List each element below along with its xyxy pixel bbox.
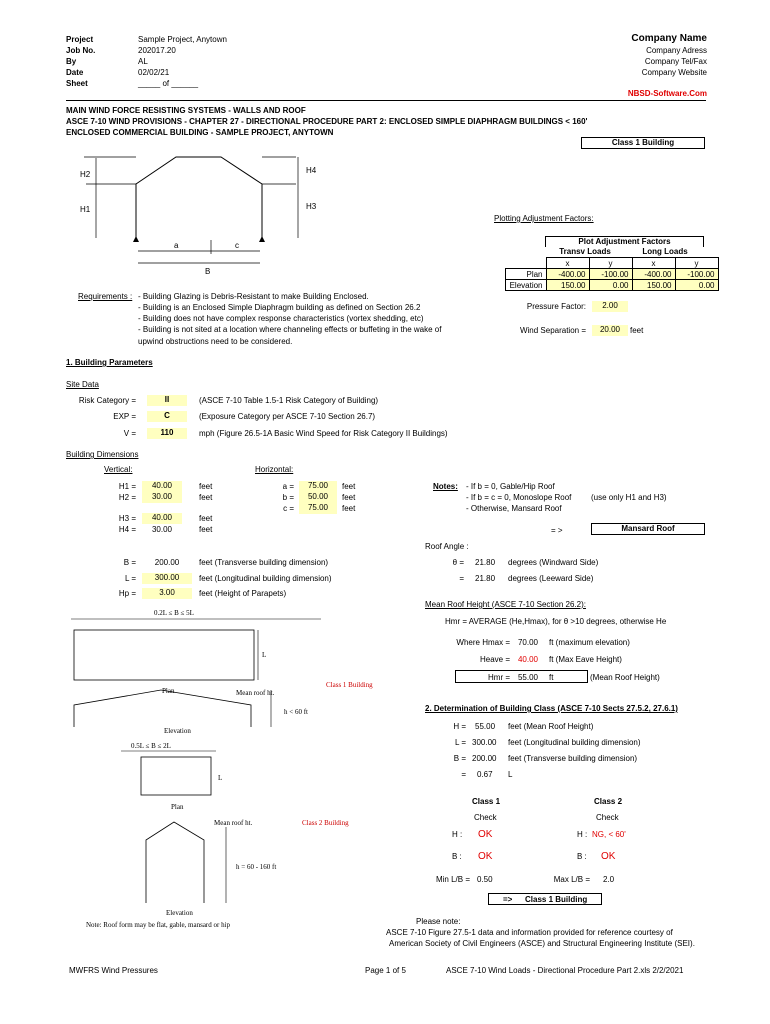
Hp-value[interactable]: 3.00 (142, 588, 192, 599)
heave-value: 40.00 (517, 655, 539, 664)
asce-class-figure (66, 605, 386, 935)
theta-label: θ = (452, 558, 464, 567)
elev-x1[interactable]: 150.00 (546, 280, 589, 291)
figure-dim2: 0.5L ≤ B ≤ 2L (131, 742, 171, 750)
notes-label: Notes: (433, 482, 458, 491)
risk-category-value[interactable]: II (147, 395, 187, 406)
a-unit: feet (342, 482, 356, 491)
plot-adjustment-heading: Plotting Adjustment Factors: (494, 214, 594, 223)
wind-speed-desc: mph (Figure 26.5-1A Basic Wind Speed for Risk Category II Buildings) (199, 429, 448, 438)
roof-type-arrow: = > (551, 526, 563, 535)
c2-b-result: OK (601, 851, 616, 862)
sheet-value: _____ of ______ (138, 79, 199, 88)
h1-value[interactable]: 40.00 (142, 481, 182, 492)
c-value[interactable]: 75.00 (299, 503, 337, 514)
exposure-value[interactable]: C (147, 411, 187, 422)
requirement-item: - Building Glazing is Debris-Resistant to make Building Enclosed. (138, 292, 369, 301)
note-line2: American Society of Civil Engineers (ASCE) and Structural Engineering Institute (SEI). (389, 939, 695, 948)
footer-right: ASCE 7-10 Wind Loads - Directional Procedure Part 2.xls 2/2/2021 (446, 966, 684, 975)
wind-speed-label: V = (123, 429, 136, 438)
class-result: Class 1 Building (525, 895, 588, 904)
L-label: L = (124, 574, 136, 583)
title-line3: ENCLOSED COMMERCIAL BUILDING - SAMPLE PROJECT, ANYTOWN (66, 128, 334, 137)
diagram-h2: H2 (80, 170, 91, 179)
theta-leeward: 21.80 (475, 574, 496, 583)
hmr-label: Hmr = (488, 673, 510, 682)
section1-title: 1. Building Parameters (66, 358, 153, 367)
table-row (506, 269, 719, 280)
col-x1: x (546, 258, 589, 269)
section2-title: 2. Determination of Building Class (ASCE 7-10 Sects 27.5.2, 27.6.1) (425, 704, 678, 713)
software-link[interactable]: NBSD-Software.Com (627, 89, 707, 98)
c1-h-result: OK (478, 829, 493, 840)
figure-class2-label: Class 2 Building (302, 819, 349, 827)
figure-elevation2: Elevation (166, 909, 193, 917)
c2-h-result: NG, < 60' (592, 830, 626, 839)
figure-elevation: Elevation (164, 727, 191, 735)
roof-angle-label: Roof Angle : (425, 542, 469, 551)
by-value: AL (138, 57, 148, 66)
building-elevation-diagram (66, 150, 326, 280)
theta-leeward-desc: degrees (Leeward Side) (508, 574, 594, 583)
company-address: Company Adress (646, 46, 707, 55)
theta-windward-desc: degrees (Windward Side) (508, 558, 599, 567)
c2-h-label: H : (577, 830, 588, 839)
h4-value: 30.00 (151, 525, 173, 534)
requirement-continuation: upwind obstructions need to be considered. (138, 337, 293, 346)
wind-separation-label: Wind Separation = (519, 326, 586, 335)
pressure-factor-value[interactable]: 2.00 (592, 301, 628, 312)
Hp-label: Hp = (118, 589, 136, 598)
B-desc: feet (Transverse building dimension) (199, 558, 329, 567)
diagram-h4: H4 (306, 166, 317, 175)
B-label: B = (123, 558, 136, 567)
figure-plan: Plan (162, 687, 175, 695)
roof-type-result: Mansard Roof (591, 523, 705, 535)
b-label: b = (282, 493, 294, 502)
diagram-b: B (205, 267, 211, 276)
diagram-h1: H1 (80, 205, 91, 214)
note-item: - If b = c = 0, Monoslope Roof (466, 493, 572, 502)
c2-b-label: B : (577, 852, 587, 861)
note-extra: (use only H1 and H3) (591, 493, 667, 502)
hmr-value: 55.00 (517, 673, 539, 682)
wind-separation-unit: feet (630, 326, 644, 335)
table-row (506, 280, 719, 291)
c1-b-result: OK (478, 851, 493, 862)
hmax-label: Where Hmax = (456, 638, 510, 647)
elev-y1[interactable]: 0.00 (589, 280, 632, 291)
risk-category-label: Risk Category = (78, 396, 136, 405)
figure-class1-label: Class 1 Building (326, 681, 373, 689)
figure-mean-roof2: Mean roof ht. (214, 819, 253, 827)
h1-label: H1 = (118, 482, 136, 491)
h3-label: H3 = (118, 514, 136, 523)
long-loads-header: Long Loads (642, 247, 688, 256)
figure-h-lt-60: h < 60 ft (284, 708, 308, 716)
figure-h-range: h = 60 - 160 ft (236, 863, 277, 871)
max-lb-label: Max L/B = (553, 875, 590, 884)
note-item: - If b = 0, Gable/Hip Roof (466, 482, 555, 491)
h2-unit: feet (199, 493, 213, 502)
L-desc: feet (Longitudinal building dimension) (199, 574, 332, 583)
s2-L-desc: feet (Longitudinal building dimension) (508, 738, 641, 747)
exposure-label: EXP = (113, 412, 136, 421)
plan-x2[interactable]: -400.00 (632, 269, 675, 280)
class1-header: Class 1 (472, 797, 501, 806)
c-unit: feet (342, 504, 356, 513)
s2-H-value: 55.00 (475, 722, 496, 731)
mean-roof-height-title: Mean Roof Height (ASCE 7-10 Section 26.2): (425, 600, 586, 609)
requirements-label: Requirements : (78, 292, 133, 301)
note-title: Please note: (416, 917, 461, 926)
theta-windward: 21.80 (475, 558, 496, 567)
requirement-item: - Building is an Enclosed Simple Diaphragm building as defined on Section 26.2 (138, 303, 421, 312)
title-line2: ASCE 7-10 WIND PROVISIONS - CHAPTER 27 - DIRECTIONAL PROCEDURE PART 2: ENCLOSED SIMPLE DIAPHRAGM BUILDINGS < 160' (66, 117, 588, 126)
s2-H-desc: feet (Mean Roof Height) (508, 722, 594, 731)
note-line1: ASCE 7-10 Figure 27.5-1 data and information provided for reference courtesy of (386, 928, 673, 937)
plan-x1[interactable]: -400.00 (546, 269, 589, 280)
sheet-label: Sheet (66, 79, 88, 88)
class2-check: Check (596, 813, 619, 822)
s2-L-label: L = (454, 738, 466, 747)
hmax-value: 70.00 (517, 638, 539, 647)
s2-H-label: H = (453, 722, 466, 731)
wind-separation-value[interactable]: 20.00 (592, 325, 628, 336)
transv-loads-header: Transv Loads (559, 247, 611, 256)
max-lb-value: 2.0 (603, 875, 615, 884)
requirement-item: - Building is not sited at a location where channeling effects or buffeting in the wake of (138, 325, 442, 334)
s2-B-value: 200.00 (472, 754, 497, 763)
min-lb-label: Min L/B = (435, 875, 470, 884)
class-result-arrow: => (503, 895, 513, 904)
s2-ratio-unit: L (508, 770, 513, 779)
elev-x2[interactable]: 150.00 (632, 280, 675, 291)
risk-category-desc: (ASCE 7-10 Table 1.5-1 Risk Category of Building) (199, 396, 379, 405)
diagram-c: c (235, 241, 239, 250)
Hp-desc: feet (Height of Parapets) (199, 589, 287, 598)
min-lb-value: 0.50 (477, 875, 493, 884)
site-data-heading: Site Data (66, 380, 99, 389)
figure-mean-roof: Mean roof ht. (236, 689, 275, 697)
job-label: Job No. (66, 46, 96, 55)
col-x2: x (632, 258, 675, 269)
b-unit: feet (342, 493, 356, 502)
project-value: Sample Project, Anytown (138, 35, 227, 44)
title-line1: MAIN WIND FORCE RESISTING SYSTEMS - WALLS AND ROOF (66, 106, 306, 115)
company-website: Company Website (641, 68, 707, 77)
a-value[interactable]: 75.00 (299, 481, 337, 492)
hmax-desc: ft (maximum elevation) (549, 638, 630, 647)
plan-y1[interactable]: -100.00 (589, 269, 632, 280)
theta-leeward-eq: = (459, 574, 464, 583)
plot-adjustment-title: Plot Adjustment Factors (545, 236, 704, 247)
diagram-a: a (174, 241, 179, 250)
L-value[interactable]: 300.00 (142, 573, 192, 584)
date-label: Date (66, 68, 84, 77)
pressure-factor-label: Pressure Factor: (526, 302, 586, 311)
h1-unit: feet (199, 482, 213, 491)
date-value: 02/02/21 (138, 68, 170, 77)
a-label: a = (282, 482, 294, 491)
building-dimensions-heading: Building Dimensions (66, 450, 139, 459)
figure-note: Note: Roof form may be flat, gable, mansard or hip (86, 921, 231, 929)
class2-header: Class 2 (594, 797, 623, 806)
note-item: - Otherwise, Mansard Roof (466, 504, 562, 513)
hmr-unit: ft (549, 673, 554, 682)
job-value: 202017.20 (138, 46, 176, 55)
heave-desc: ft (Max Eave Height) (549, 655, 622, 664)
elevation-label: Elevation (506, 280, 547, 291)
by-label: By (66, 57, 77, 66)
hmr-desc: (Mean Roof Height) (590, 673, 660, 682)
s2-B-label: B = (453, 754, 466, 763)
figure-plan2: Plan (171, 803, 184, 811)
horizontal-heading: Horizontal: (255, 465, 294, 474)
c-label: c = (283, 504, 294, 513)
col-y1: y (589, 258, 632, 269)
plan-label: Plan (506, 269, 547, 280)
c1-h-label: H : (452, 830, 463, 839)
s2-B-desc: feet (Transverse building dimension) (508, 754, 638, 763)
h2-value[interactable]: 30.00 (142, 492, 182, 503)
h3-unit: feet (199, 514, 213, 523)
h4-unit: feet (199, 525, 213, 534)
company-name: Company Name (631, 33, 707, 44)
exposure-desc: (Exposure Category per ASCE 7-10 Section 26.7) (199, 412, 376, 421)
footer-left: MWFRS Wind Pressures (69, 966, 158, 975)
class1-check: Check (474, 813, 497, 822)
c1-b-label: B : (452, 852, 462, 861)
elev-y2[interactable]: 0.00 (675, 280, 718, 291)
hmr-formula: Hmr = AVERAGE (He,Hmax), for θ >10 degrees, otherwise He (445, 617, 667, 626)
figure-l2: L (218, 774, 223, 782)
s2-L-value: 300.00 (472, 738, 497, 747)
col-y2: y (675, 258, 718, 269)
project-label: Project (66, 35, 94, 44)
h2-label: H2 = (118, 493, 136, 502)
wind-speed-value[interactable]: 110 (147, 428, 187, 439)
class-badge: Class 1 Building (581, 137, 705, 149)
plot-adjustment-table (505, 257, 719, 291)
header-divider (66, 100, 706, 101)
s2-ratio-value: 0.67 (477, 770, 493, 779)
footer-page: Page 1 of 5 (365, 966, 406, 975)
h3-value[interactable]: 40.00 (142, 513, 182, 524)
requirement-item: - Building does not have complex response characteristics (vortex shedding, etc) (138, 314, 424, 323)
b-value[interactable]: 50.00 (299, 492, 337, 503)
vertical-heading: Vertical: (104, 465, 133, 474)
plan-y2[interactable]: -100.00 (675, 269, 718, 280)
company-tel: Company Tel/Fax (644, 57, 707, 66)
figure-top-dim: 0.2L ≤ B ≤ 5L (154, 609, 194, 617)
diagram-h3: H3 (306, 202, 317, 211)
s2-ratio-label: = (461, 770, 466, 779)
heave-label: Heave = (479, 655, 510, 664)
figure-l: L (262, 651, 267, 659)
h4-label: H4 = (118, 525, 136, 534)
B-value: 200.00 (154, 558, 180, 567)
